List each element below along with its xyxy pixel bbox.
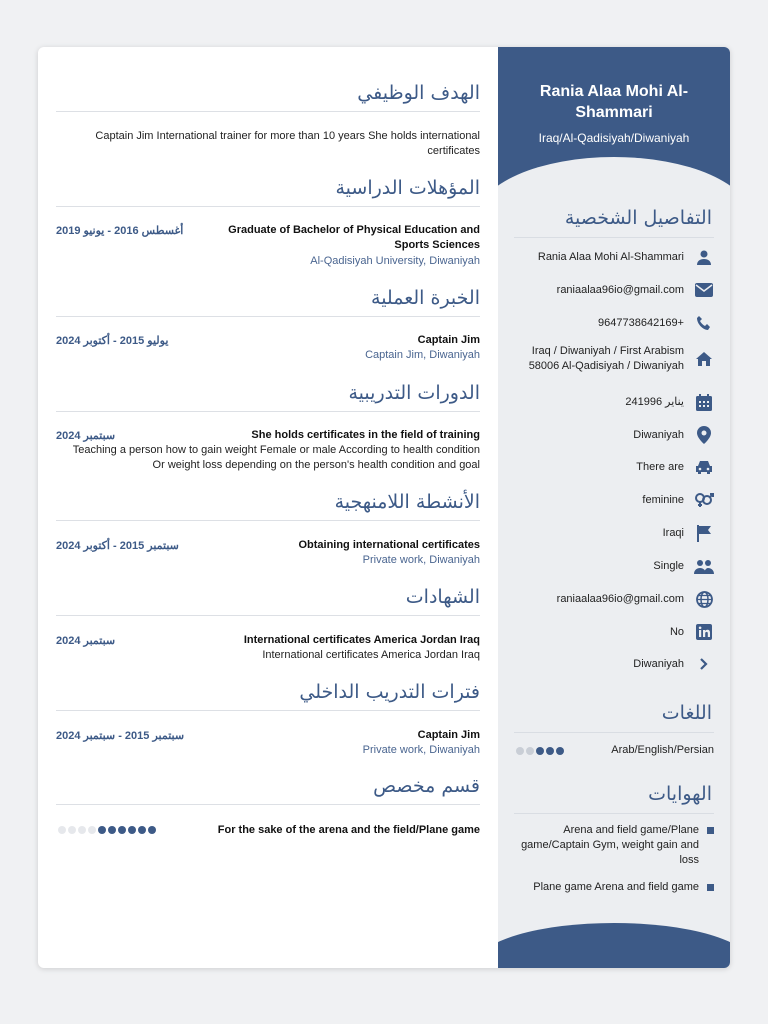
profile-location: Iraq/Al-Qadisiyah/Diwaniyah xyxy=(538,131,690,145)
level-dot xyxy=(88,826,96,834)
personal-detail-text: feminine xyxy=(642,493,684,506)
level-dot xyxy=(108,826,116,834)
personal-detail-text: 24يناير 1996 xyxy=(625,395,684,408)
experience-role: Captain Jim xyxy=(417,334,480,346)
personal-detail-text: There are xyxy=(636,460,684,473)
location-pin-icon xyxy=(694,425,714,445)
bullet-square-icon xyxy=(707,827,714,834)
level-dot xyxy=(148,826,156,834)
divider xyxy=(56,411,480,412)
internship-role: Captain Jim xyxy=(417,729,480,741)
internship-date: سبتمبر 2015 - سبتمبر 2024 xyxy=(56,730,185,742)
divider xyxy=(56,804,480,805)
level-dot xyxy=(536,747,544,755)
personal-detail-text: raniaalaa96io@gmail.com xyxy=(556,283,684,296)
hobby-item xyxy=(514,880,714,895)
personal-detail-item xyxy=(514,523,714,543)
level-dot xyxy=(546,747,554,755)
level-dot xyxy=(556,747,564,755)
personal-detail-item xyxy=(514,556,714,576)
personal-detail-text: Diwaniyah xyxy=(633,428,684,441)
certificates-title: الشهادات xyxy=(405,586,480,608)
globe-icon xyxy=(694,589,714,609)
objective-title: الهدف الوظيفي xyxy=(357,82,480,104)
flag-icon xyxy=(694,523,714,543)
courses-title: الدورات التدريبية xyxy=(348,382,480,404)
calendar-icon xyxy=(694,392,714,412)
certificates-heading: International certificates America Jordan Iraq xyxy=(243,634,480,646)
personal-detail-item xyxy=(514,425,714,445)
main-column xyxy=(38,47,498,968)
phone-icon xyxy=(694,313,714,333)
languages-title: اللغات xyxy=(661,702,712,724)
divider xyxy=(514,237,714,238)
hobby-text: Arena and field game/Plane game/Captain Gym, weight gain and loss xyxy=(521,824,699,866)
car-icon xyxy=(694,457,714,477)
certificates-text: International certificates America Jordan Iraq xyxy=(262,649,480,661)
custom-heading: For the sake of the arena and the field/Plane game xyxy=(217,824,480,836)
language-text: Arab/English/Persian xyxy=(611,744,714,756)
education-school: Al-Qadisiyah University, Diwaniyah xyxy=(310,255,480,267)
divider xyxy=(56,710,480,711)
personal-detail-text: Diwaniyah xyxy=(633,657,684,670)
personal-detail-item xyxy=(514,622,714,642)
experience-place: Captain Jim, Diwaniyah xyxy=(365,349,480,361)
custom-level-dots xyxy=(58,826,156,834)
objective-text: Captain Jim International trainer for more than 10 years She holds international certificates xyxy=(95,130,480,157)
level-dot xyxy=(78,826,86,834)
divider xyxy=(56,316,480,317)
personal-detail-text: Single xyxy=(653,559,684,572)
internship-place: Private work, Diwaniyah xyxy=(362,744,480,756)
personal-detail-item xyxy=(514,490,714,510)
internship-title: فترات التدريب الداخلي xyxy=(299,681,480,703)
home-icon xyxy=(694,349,714,369)
linkedin-icon xyxy=(694,622,714,642)
level-dot xyxy=(118,826,126,834)
hobby-text: Plane game Arena and field game xyxy=(533,881,699,893)
experience-title: الخبرة العملية xyxy=(371,287,480,309)
sidebar xyxy=(498,47,730,968)
level-dot xyxy=(516,747,524,755)
personal-detail-item xyxy=(514,589,714,609)
profile-name: Rania Alaa Mohi Al-Shammari xyxy=(539,83,689,121)
courses-description: Teaching a person how to gain weight Female or male According to health condition Or weight loss depending on the person's health condition and goal xyxy=(72,444,480,471)
personal-detail-item xyxy=(514,654,714,674)
extracurricular-place: Private work, Diwaniyah xyxy=(362,554,480,566)
personal-detail-text: raniaalaa96io@gmail.com xyxy=(556,592,684,605)
resume-page xyxy=(38,47,730,968)
personal-detail-item xyxy=(514,344,714,374)
personal-detail-text: Iraqi xyxy=(662,526,684,539)
extracurricular-heading: Obtaining international certificates xyxy=(298,539,480,551)
divider xyxy=(514,732,714,733)
divider xyxy=(514,813,714,814)
personal-detail-item xyxy=(514,280,714,300)
hobbies-title: الهوايات xyxy=(648,783,712,805)
certificates-date: سبتمبر 2024 xyxy=(56,635,116,647)
user-icon xyxy=(694,247,714,267)
personal-detail-item xyxy=(514,457,714,477)
level-dot xyxy=(138,826,146,834)
experience-date: يوليو 2015 - أكتوبر 2024 xyxy=(56,335,169,347)
level-dot xyxy=(68,826,76,834)
envelope-icon xyxy=(694,280,714,300)
education-date: أغسطس 2016 - يونيو 2019 xyxy=(56,225,184,237)
divider xyxy=(56,206,480,207)
personal-detail-text: Rania Alaa Mohi Al-Shammari xyxy=(537,250,684,263)
personal-detail-item xyxy=(514,392,714,412)
level-dot xyxy=(526,747,534,755)
gender-icon xyxy=(694,490,714,510)
courses-date: سبتمبر 2024 xyxy=(56,430,116,442)
hobby-item xyxy=(514,823,714,868)
level-dot xyxy=(98,826,106,834)
divider xyxy=(56,615,480,616)
education-degree: Graduate of Bachelor of Physical Education and Sports Sciences xyxy=(228,224,480,251)
custom-title: قسم مخصص xyxy=(373,775,480,797)
education-title: المؤهلات الدراسية xyxy=(335,177,480,199)
personal-detail-item xyxy=(514,247,714,267)
courses-heading: She holds certificates in the field of training xyxy=(251,429,480,441)
personal-detail-text: 9647738642169+ xyxy=(598,316,684,329)
divider xyxy=(56,111,480,112)
extracurricular-title: الأنشطة اللامنهجية xyxy=(334,491,480,513)
divider xyxy=(56,520,480,521)
chevron-right-icon xyxy=(694,654,714,674)
people-icon xyxy=(694,556,714,576)
bullet-square-icon xyxy=(707,884,714,891)
language-level-dots xyxy=(516,747,564,755)
personal-detail-text: No xyxy=(669,625,684,638)
personal-details-title: التفاصيل الشخصية xyxy=(564,207,712,229)
footer-wave xyxy=(498,923,730,968)
level-dot xyxy=(58,826,66,834)
profile-header xyxy=(498,47,730,187)
personal-detail-text: Iraq / Diwaniyah / First Arabism 58006 Al-Qadisiyah / Diwaniyah xyxy=(528,345,684,372)
extracurricular-date: سبتمبر 2015 - أكتوبر 2024 xyxy=(56,540,179,552)
personal-detail-item xyxy=(514,313,714,333)
level-dot xyxy=(128,826,136,834)
